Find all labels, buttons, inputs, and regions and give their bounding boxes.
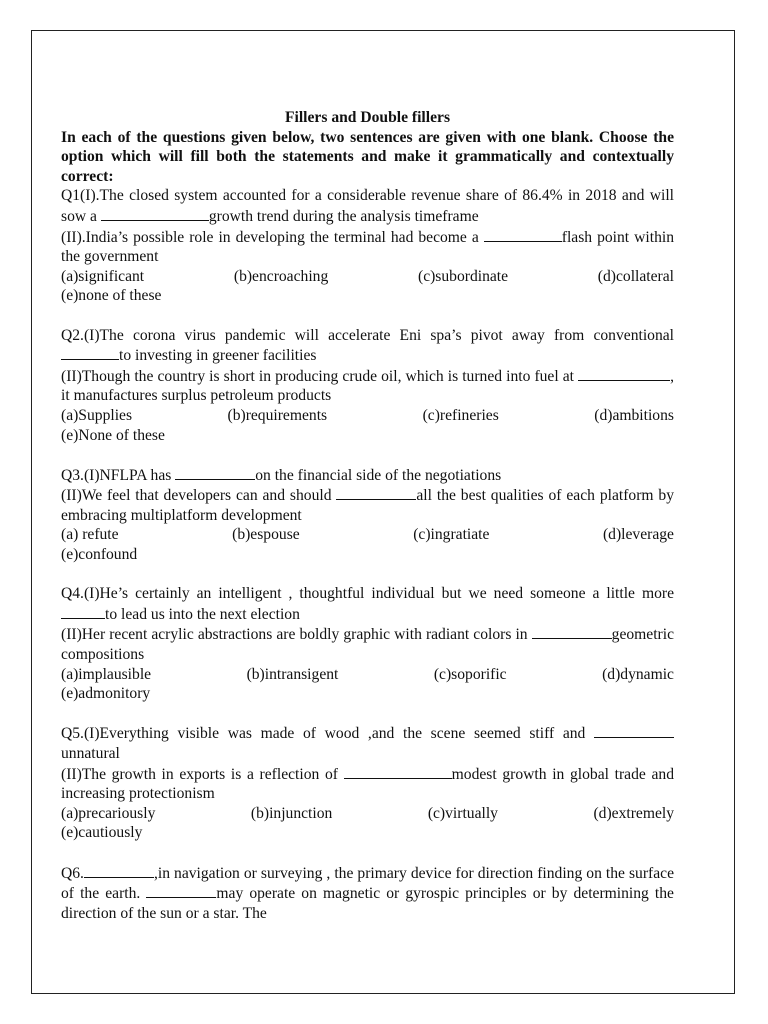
blank — [61, 345, 119, 360]
question-5-sentence-1: Q5.(I)Everything visible was made of wood ,and the scene seemed stiff and unnatural — [61, 723, 674, 763]
question-1-sentence-2: (II).India’s possible role in developing the terminal had become a flash point within the government — [61, 228, 674, 266]
option-a: (a)Supplies — [61, 406, 133, 424]
question-1-options — [61, 267, 674, 287]
option-c: (c)subordinate — [418, 267, 509, 285]
option-e: (e)confound — [61, 546, 138, 564]
option-b: (b)espouse — [232, 526, 300, 544]
option-e: (e)None of these — [61, 426, 165, 444]
question-3-sentence-1: Q3.(I)NFLPA has on the financial side of the negotiations — [61, 466, 502, 484]
option-d: (d)extremely — [593, 804, 674, 822]
document-title: Fillers and Double fillers — [284, 109, 451, 126]
option-a: (a)significant — [61, 267, 145, 285]
option-d: (d)ambitions — [594, 406, 674, 424]
instructions: In each of the questions given below, two sentences are given with one blank. Choose the option which will fill both the statements and make it grammatically and contextually correct: — [61, 128, 674, 185]
blank — [578, 366, 670, 381]
question-3-sentence-2: (II)We feel that developers can and should all the best qualities of each platform by embracing multiplatform development — [61, 487, 674, 524]
blank — [84, 863, 154, 878]
blank — [101, 206, 209, 221]
option-b: (b)intransigent — [246, 665, 339, 683]
option-e: (e)admonitory — [61, 685, 151, 703]
blank — [594, 723, 674, 738]
option-a: (a)implausible — [61, 665, 152, 683]
option-d: (d)dynamic — [602, 665, 674, 683]
question-6 — [61, 863, 674, 924]
blank — [344, 764, 452, 779]
option-c: (c)ingratiate — [413, 526, 490, 544]
blank — [146, 883, 216, 898]
question-3-options — [61, 525, 674, 545]
option-a: (a)precariously — [61, 804, 156, 822]
option-a: (a) refute — [61, 526, 119, 544]
question-4-sentence-1: Q4.(I)He’s certainly an intelligent , thoughtful individual but we need someone a little more to lead us into the next election — [61, 585, 674, 623]
blank — [175, 465, 255, 480]
question-2-sentence-2: (II)Though the country is short in producing crude oil, which is turned into fuel at , it manufactures surplus petroleum products — [61, 367, 674, 405]
question-1 — [61, 186, 674, 306]
blank — [484, 227, 562, 242]
option-e: (e)none of these — [61, 287, 162, 305]
option-d: (d)leverage — [602, 526, 674, 544]
option-c: (c)refineries — [422, 406, 499, 424]
option-c: (c)soporific — [433, 665, 507, 683]
question-3 — [61, 465, 674, 565]
blank — [61, 604, 105, 619]
question-4-options — [61, 665, 674, 685]
option-b: (b)requirements — [227, 406, 328, 424]
blank — [336, 485, 416, 500]
question-6-text: Q6. ,in navigation or surveying , the primary device for direction finding on the surface of the earth. may operate on magnetic or gyrospic principles or by determining the direction of the sun or a star. The — [61, 864, 674, 922]
option-e: (e)cautiously — [61, 824, 143, 842]
blank — [532, 624, 612, 639]
option-b: (b)encroaching — [233, 267, 329, 285]
question-2-sentence-1: Q2.(I)The corona virus pandemic will accelerate Eni spa’s pivot away from conventional to investing in greener facilities — [61, 326, 674, 365]
option-d: (d)collateral — [597, 267, 674, 285]
question-1-sentence-1: Q1(I).The closed system accounted for a considerable revenue share of 86.4% in 2018 and will sow a growth trend during the analysis timeframe — [61, 187, 674, 225]
question-5 — [61, 723, 674, 843]
document-body — [61, 108, 674, 943]
option-c: (c)virtually — [427, 804, 498, 822]
option-b: (b)injunction — [250, 804, 333, 822]
question-5-options — [61, 804, 674, 824]
question-5-sentence-2: (II)The growth in exports is a reflection of modest growth in global trade and increasing protectionism — [61, 765, 674, 803]
question-4-sentence-2: (II)Her recent acrylic abstractions are boldly graphic with radiant colors in geometric compositions — [61, 626, 674, 664]
question-2-options — [61, 406, 674, 426]
question-4 — [61, 584, 674, 704]
question-2 — [61, 326, 674, 446]
